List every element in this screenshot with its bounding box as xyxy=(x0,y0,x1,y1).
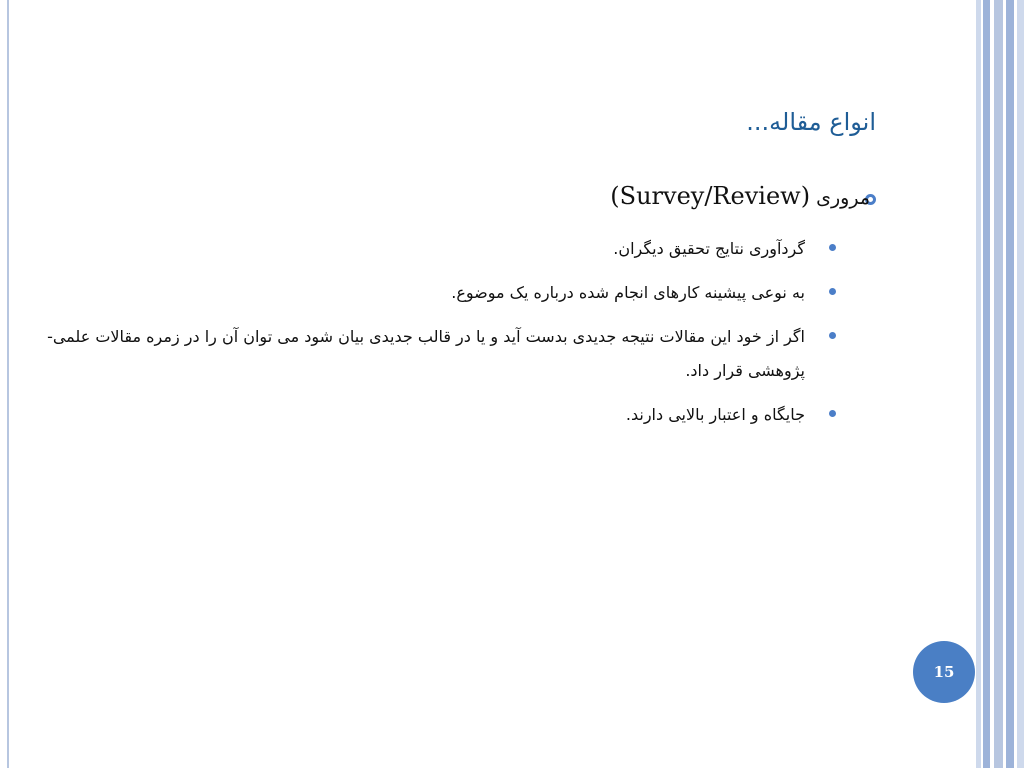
list-item xyxy=(25,276,805,310)
right-border-stripe xyxy=(1017,0,1024,768)
section-heading-label: مروری xyxy=(816,187,870,209)
section-heading xyxy=(30,182,870,210)
list-item-text: جایگاه و اعتبار بالایی دارند. xyxy=(625,405,805,424)
left-border-line xyxy=(7,0,9,768)
list-item xyxy=(25,320,805,388)
right-border-stripe xyxy=(983,0,990,768)
list-item xyxy=(25,398,805,432)
bullet-list xyxy=(25,232,805,442)
list-item xyxy=(25,232,805,266)
page-number-badge: 15 xyxy=(913,641,975,703)
slide-title: انواع مقاله... xyxy=(746,108,876,136)
list-item-text: اگر از خود این مقالات نتیجه جدیدی بدست آید و یا در قالب جدیدی بیان شود می توان آن را در زمره مقالات علمی-پژوهشی قرار داد. xyxy=(47,327,805,380)
bullet-dot-icon xyxy=(829,244,836,251)
list-item-text: به نوعی پیشینه کارهای انجام شده درباره یک موضوع. xyxy=(451,283,805,302)
right-border-stripe xyxy=(994,0,1003,768)
right-border-stripe xyxy=(1006,0,1014,768)
list-item-text: گردآوری نتایج تحقیق دیگران. xyxy=(613,239,805,258)
section-heading-latin: (Survey/Review) xyxy=(610,182,811,210)
bullet-dot-icon xyxy=(829,410,836,417)
bullet-dot-icon xyxy=(829,332,836,339)
bullet-dot-icon xyxy=(829,288,836,295)
